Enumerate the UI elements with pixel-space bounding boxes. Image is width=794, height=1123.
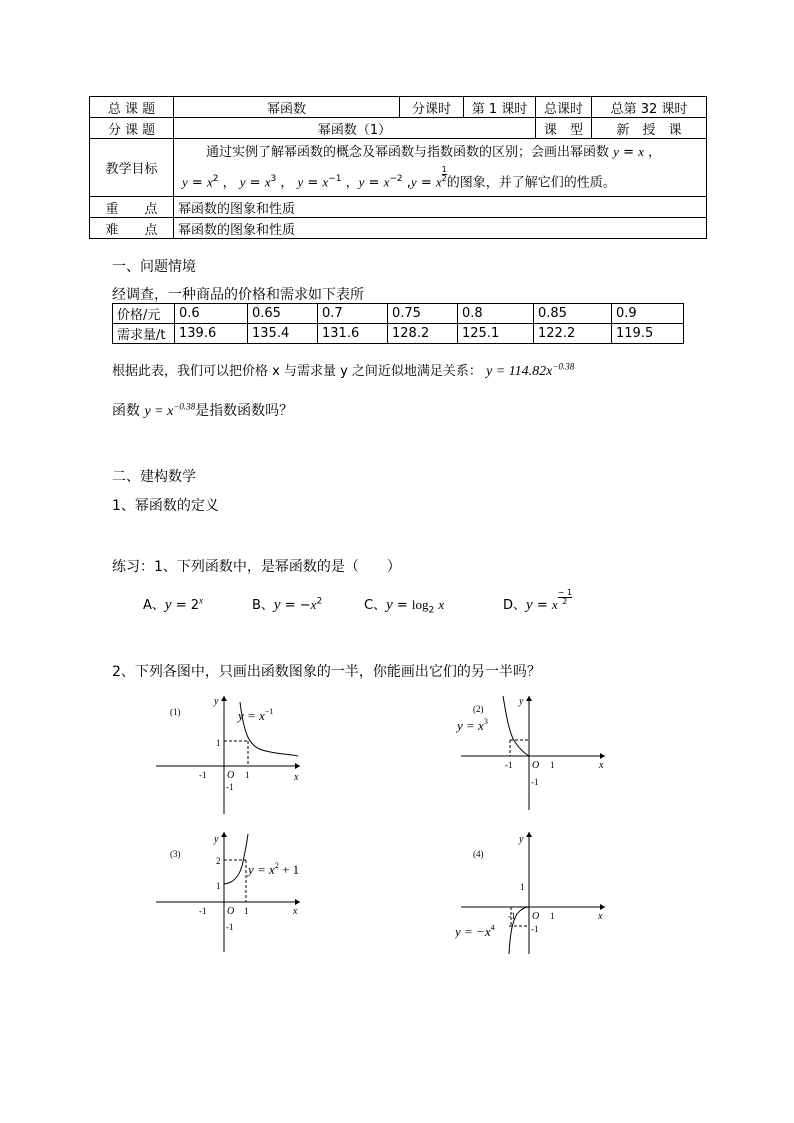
graph-1	[150, 690, 310, 815]
question-exponent: −0.38	[173, 401, 196, 412]
table-cell: 0.6	[175, 304, 248, 324]
price-demand-table	[112, 303, 684, 344]
x-axis-arrow	[600, 753, 605, 759]
x-axis-arrow	[295, 899, 300, 905]
relation-text: 根据此表，我们可以把价格 x 与需求量 y 之间近似地满足关系：	[112, 364, 482, 379]
table-cell: 125.1	[458, 324, 534, 344]
graph-formula: $y = x^{-1}$	[238, 707, 274, 723]
difficulty-label: 难 点	[90, 218, 174, 239]
x-axis-arrow	[295, 763, 300, 769]
table-cell: 0.7	[318, 304, 388, 324]
tick-label: -1	[199, 906, 207, 916]
graph-formula: $y = x^2 + 1$	[248, 861, 300, 877]
table-cell: 0.9	[612, 304, 684, 324]
x-axis-label: x	[294, 772, 299, 783]
x-axis-label: x	[599, 760, 604, 771]
sub-topic-label: 分 课 题	[90, 118, 174, 139]
table-cell: 0.65	[248, 304, 318, 324]
x-axis-label: x	[293, 906, 298, 917]
tick-label: 1	[216, 738, 221, 748]
option-d: D、y = x $\frac{- 1}{2}$	[503, 588, 572, 613]
tick-label: 1	[550, 760, 555, 770]
graphs-question: 2、下列各图中，只画出函数图象的一半，你能画出它们的另一半吗？	[112, 664, 541, 680]
question-suffix: 是指数函数吗？	[195, 403, 294, 419]
table-cell: 139.6	[175, 324, 248, 344]
y-axis-arrow	[526, 696, 532, 701]
graph-tag: (4)	[473, 849, 484, 859]
tick-label: 1	[244, 906, 249, 916]
graph-2	[455, 690, 615, 815]
table-cell: 0.85	[534, 304, 612, 324]
price-label: 价格/元	[113, 304, 175, 324]
origin-label: O	[227, 770, 235, 781]
y-axis-label: y	[214, 834, 219, 845]
x-axis-arrow	[600, 904, 605, 910]
tick-label: 1	[245, 770, 250, 780]
tick-label: 2	[216, 856, 221, 866]
section1-intro: 经调查，一种商品的价格和需求如下表所	[112, 287, 364, 303]
tick-label: 1	[520, 882, 525, 892]
graph-formula: $y = x^3$	[457, 717, 488, 733]
graph-formula: $y = -x^4$	[455, 923, 495, 939]
sub-hours: 第 1 课时	[464, 97, 536, 118]
total-hours: 总第 32 课时	[592, 97, 707, 118]
lesson-header-table	[89, 96, 707, 239]
demand-label: 需求量/t	[113, 324, 175, 344]
key-content: 幂函数的图象和性质	[174, 197, 707, 218]
graph-3	[150, 830, 320, 955]
section1-title: 一、问题情境	[112, 259, 196, 275]
difficulty-content: 幂函数的图象和性质	[174, 218, 707, 239]
table-cell: 0.8	[458, 304, 534, 324]
table-cell: 135.4	[248, 324, 318, 344]
tick-label: -1	[508, 911, 516, 921]
graph-4	[455, 830, 615, 955]
graph-tag: (2)	[473, 704, 484, 714]
table-cell: 119.5	[612, 324, 684, 344]
tick-label: 1	[216, 881, 221, 891]
relation-exponent: −0.38	[552, 361, 575, 372]
goal-content: 通过实例了解幂函数的概念及幂函数与指数函数的区别；会画出幂函数 y = x ， $y = x^2$ ， $y = x^3$ ， $y = x^{-1}$ ，$y = x^{-2}$ ,y = x $\frac{1}{2}$ 的图象，并了解它们的性质。	[174, 139, 707, 197]
y-axis-label: y	[214, 696, 219, 707]
section2-title: 二、建构数学	[112, 469, 196, 485]
relation-line	[112, 360, 574, 380]
table-cell: 128.2	[388, 324, 458, 344]
origin-label: O	[227, 906, 235, 917]
sub-hours-label: 分课时	[400, 97, 464, 118]
table-row	[113, 304, 684, 324]
table-cell: 0.75	[388, 304, 458, 324]
lesson-type: 新 授 课	[592, 118, 707, 139]
tick-label: -1	[531, 777, 539, 787]
goal-line2-suffix: 的图象，并了解它们的性质。	[446, 175, 616, 191]
curve	[503, 696, 529, 756]
x-axis-label: x	[598, 911, 603, 922]
question-line	[112, 400, 293, 420]
goal-label: 教学目标	[90, 139, 174, 197]
definition-heading: 1、幂函数的定义	[112, 498, 219, 514]
option-c: C、$y = \log_2 x$	[364, 597, 445, 616]
total-topic-label: 总 课 题	[90, 97, 174, 118]
total-topic: 幂函数	[174, 97, 400, 118]
table-row	[113, 324, 684, 344]
tick-label: -1	[199, 770, 207, 780]
tick-label: 1	[550, 911, 555, 921]
option-a: A、$y = 2^x$	[143, 595, 204, 613]
y-axis-label: y	[519, 834, 524, 845]
tick-label: -1	[505, 760, 513, 770]
goal-line1: 通过实例了解幂函数的概念及幂函数与指数函数的区别；会画出幂函数	[206, 145, 610, 160]
table-cell: 131.6	[318, 324, 388, 344]
origin-label: O	[532, 760, 540, 771]
origin-label: O	[532, 911, 540, 922]
y-axis-arrow	[221, 696, 227, 701]
key-label: 重 点	[90, 197, 174, 218]
y-axis-arrow	[526, 832, 532, 837]
option-b: B、$y = -x^2$	[252, 596, 323, 613]
y-axis-label: y	[519, 696, 524, 707]
y-axis-arrow	[221, 832, 227, 837]
table-cell: 122.2	[534, 324, 612, 344]
lesson-type-label: 课 型	[536, 118, 592, 139]
graph-tag: (3)	[170, 849, 181, 859]
relation-formula: y = 114.82x	[486, 364, 553, 379]
practice-question: 练习：1、下列函数中，是幂函数的是（ ）	[112, 559, 401, 575]
tick-label: -1	[226, 922, 234, 932]
curve	[224, 834, 248, 884]
tick-label: -1	[531, 924, 539, 934]
tick-label: -1	[226, 782, 234, 792]
question-prefix: 函数	[112, 403, 140, 419]
sub-topic: 幂函数（1）	[174, 118, 536, 139]
graph-tag: (1)	[170, 707, 181, 717]
question-formula: y = x	[144, 404, 174, 419]
total-hours-label: 总课时	[536, 97, 592, 118]
